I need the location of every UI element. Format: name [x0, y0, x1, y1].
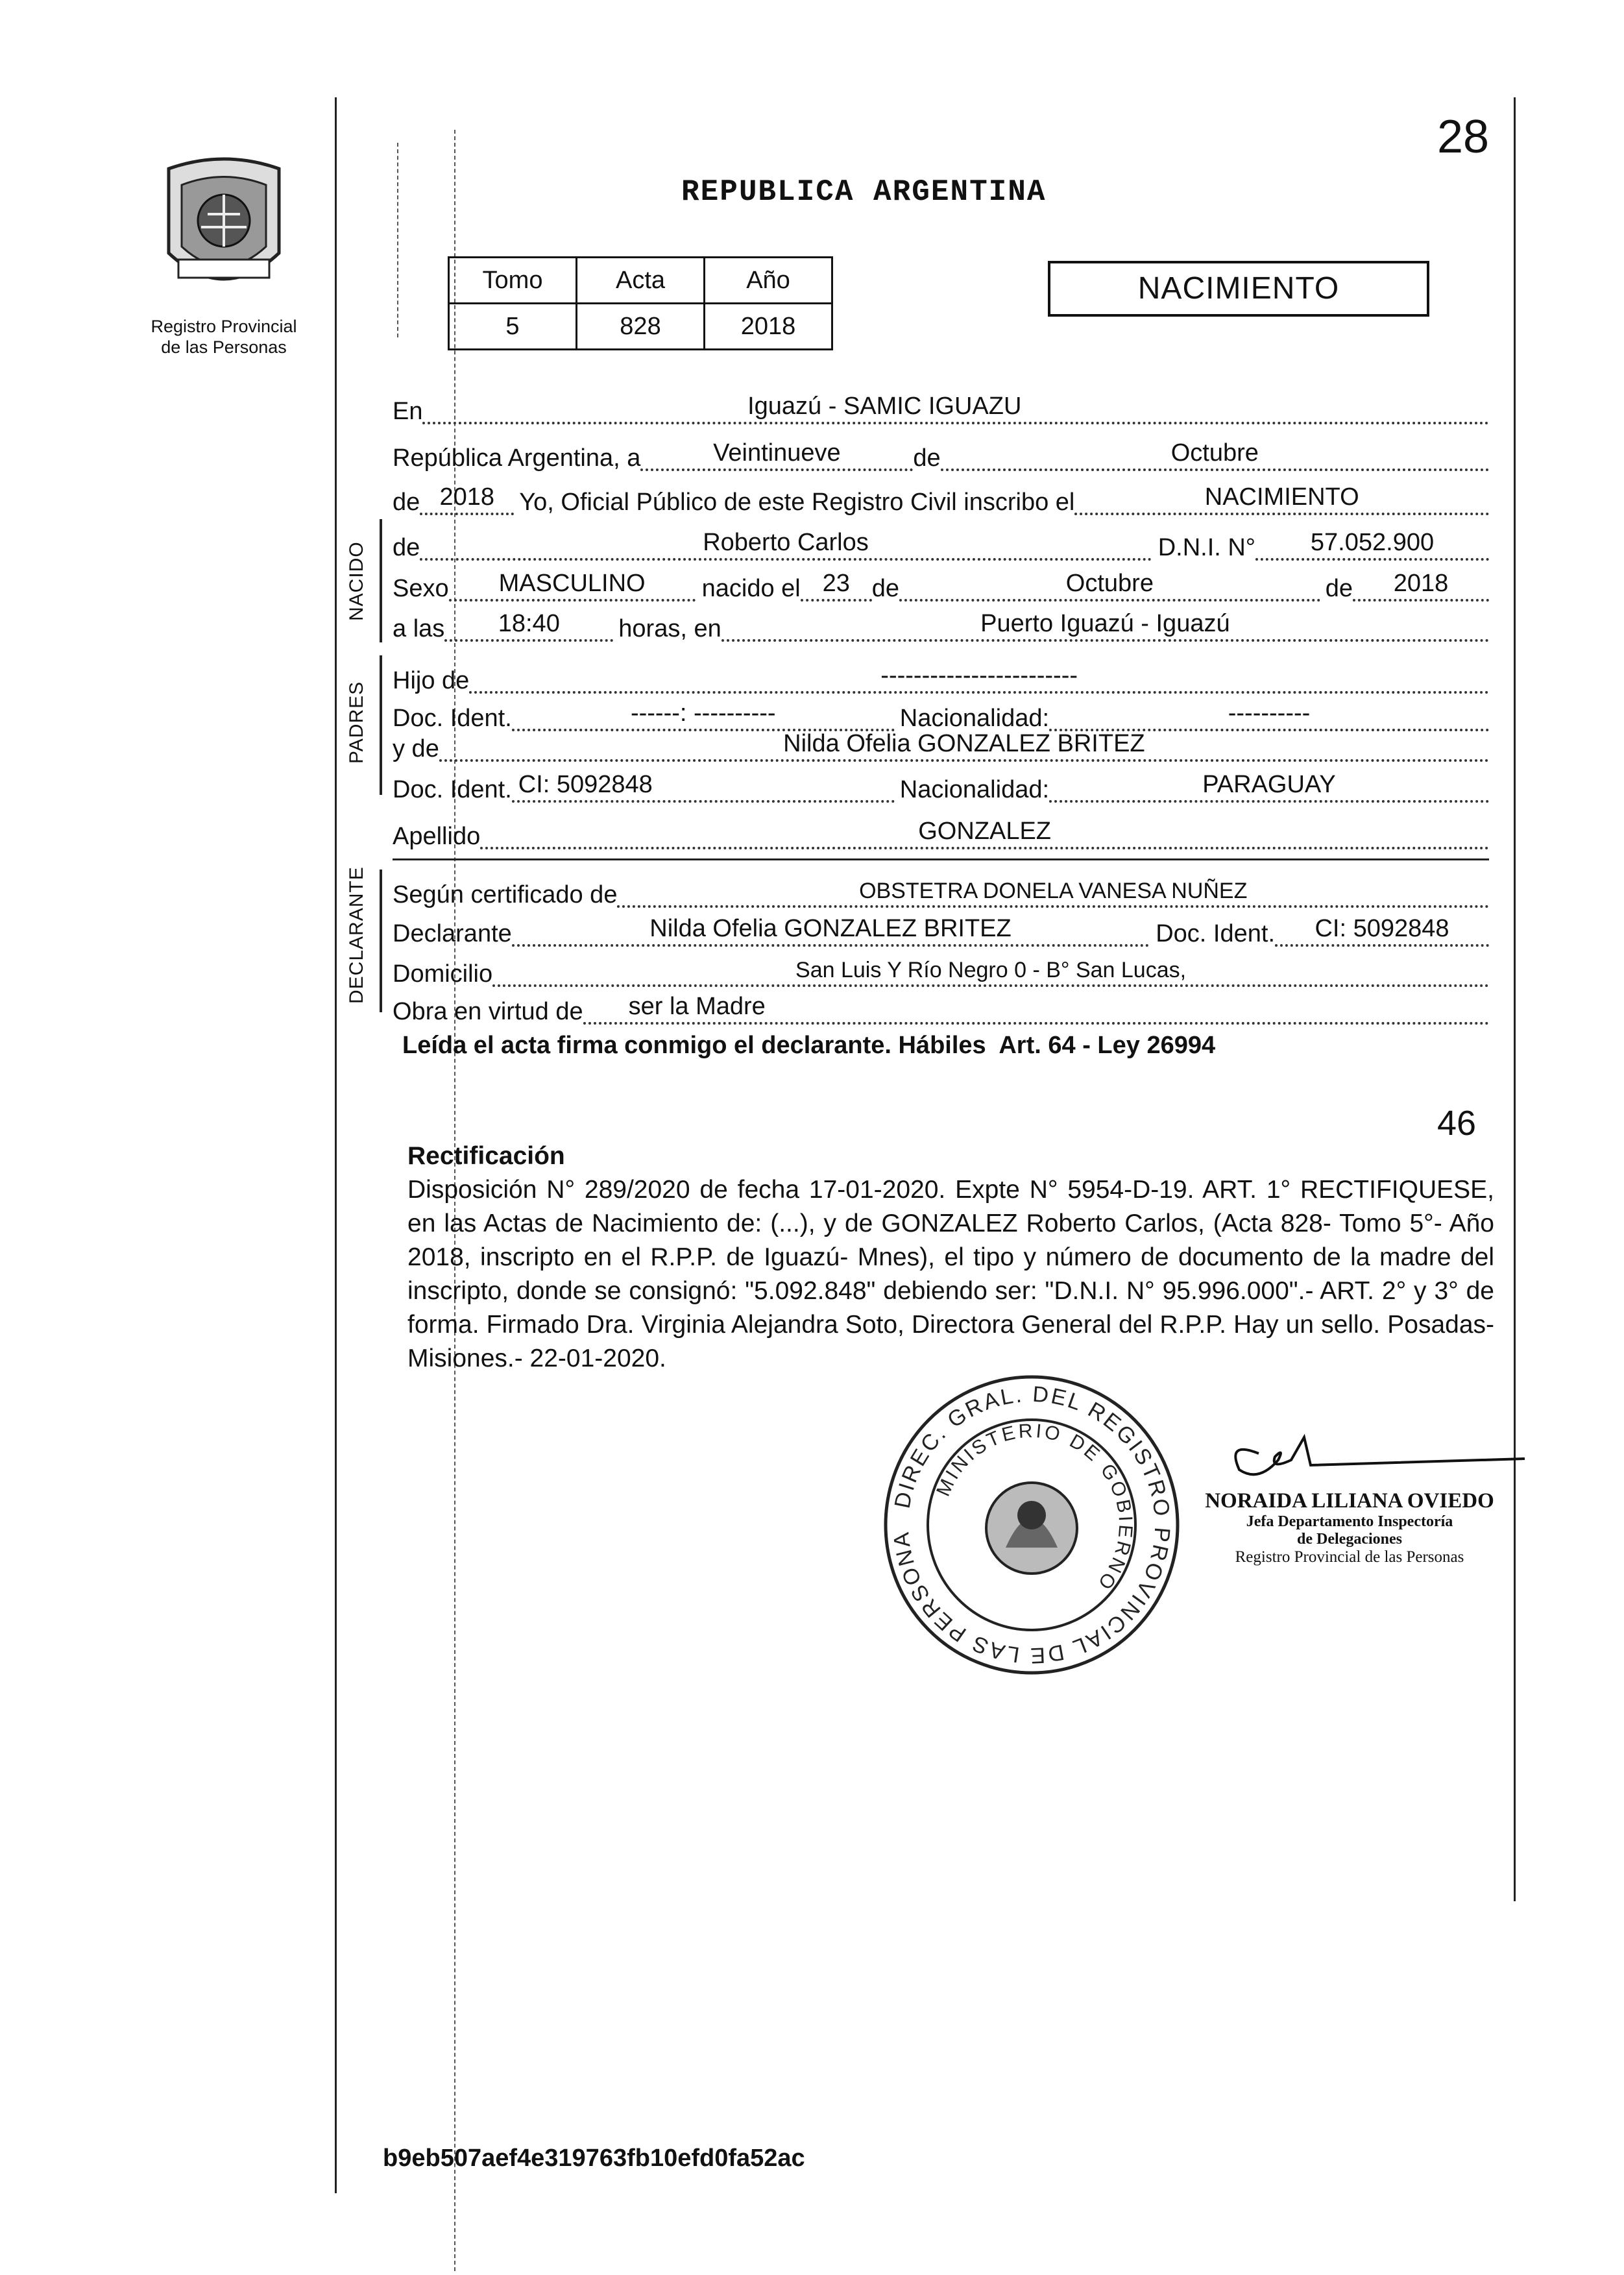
value-certificado: OBSTETRA DONELA VANESA NUÑEZ — [859, 879, 1248, 903]
nacido-bracket — [380, 519, 382, 642]
value-father: ------------------------ — [880, 662, 1078, 689]
label-de2: de — [393, 489, 420, 516]
value-ano: 2018 — [705, 304, 832, 350]
value-doc1: ------: ---------- — [630, 700, 776, 727]
side-label-declarante: DECLARANTE — [346, 866, 367, 1004]
row-time-place — [393, 607, 1489, 647]
header-tomo: Tomo — [449, 258, 577, 304]
label-doc-declarante: Doc. Ident. — [1156, 920, 1275, 947]
label-y-de: y de — [393, 735, 439, 762]
header-ano: Año — [705, 258, 832, 304]
value-day-written: Veintinueve — [713, 439, 841, 467]
value-acta: 828 — [577, 304, 705, 350]
value-obra: ser la Madre — [628, 993, 766, 1020]
label-doc1: Doc. Ident. — [393, 705, 512, 732]
label-sexo: Sexo — [393, 575, 449, 602]
signatory-unit: de Delegaciones — [1297, 1531, 1402, 1548]
right-margin-line — [1514, 97, 1516, 1901]
row-en — [393, 389, 1489, 430]
value-birth-place: Puerto Iguazú - Iguazú — [980, 610, 1230, 637]
label-nac2: Nacionalidad: — [899, 776, 1050, 803]
stamp-inner-text: MINISTERIO DE GOBIERNO — [932, 1420, 1137, 1596]
signatory-office: Registro Provincial de las Personas — [1235, 1548, 1464, 1566]
value-birth-day: 23 — [822, 570, 850, 597]
rectification-body: Disposición N° 289/2020 de fecha 17-01-2020. Expte N° 5954-D-19. ART. 1° RECTIFIQUESE, en las Actas de Nacimiento de: (...), y de GONZALEZ Roberto Carlos, (Acta 828- Tomo 5°- Año 2018, inscripto en el R.P.P. de Iguazú- Mnes), el tipo y número de documento de la madre del inscripto, donde se consignó: "5.092.848" debiendo ser: "D.N.I. N° 95.996.000".- ART. 2° y 3° de forma. Firmado Dra. Virginia Alejandra Soto, Directora General del R.P.P. Hay un sello. Posadas- Misiones.- 22-01-2020. — [407, 1176, 1494, 1372]
registry-table — [448, 256, 833, 350]
label-nac1: Nacionalidad: — [899, 705, 1050, 732]
value-birth-month: Octubre — [1065, 570, 1154, 597]
label-certificado: Según certificado de — [393, 881, 618, 908]
leida-statement: Leída el acta firma conmigo el declarante. Hábiles Art. 64 - Ley 26994 — [402, 1032, 1216, 1059]
label-dni: D.N.I. N° — [1157, 534, 1255, 561]
signature-scribble — [1213, 1434, 1531, 1492]
value-sexo: MASCULINO — [498, 570, 646, 597]
logo-caption-line1: Registro Provincial — [151, 317, 297, 336]
signatory-title: Jefa Departamento Inspectoría — [1246, 1513, 1453, 1530]
label-doc2: Doc. Ident. — [393, 776, 512, 803]
record-type-box: NACIMIENTO — [1048, 261, 1429, 317]
label-yo: Yo, Oficial Público de este Registro Civil inscribo el — [519, 489, 1075, 516]
page-title: REPUBLICA ARGENTINA — [681, 175, 1047, 209]
side-label-nacido: NACIDO — [346, 541, 367, 621]
label-nacido-el: nacido el — [701, 575, 801, 602]
row-republica — [393, 436, 1489, 476]
label-horas-en: horas, en — [618, 615, 721, 642]
value-nac1: ---------- — [1228, 700, 1311, 727]
signatory-name: NORAIDA LILIANA OVIEDO — [1205, 1489, 1494, 1513]
label-de: de — [913, 444, 941, 472]
value-dni: 57.052.900 — [1310, 529, 1435, 556]
footer-hash: b9eb507aef4e319763fb10efd0fa52ac — [383, 2145, 805, 2172]
label-declarante: Declarante — [393, 920, 512, 947]
label-en: En — [393, 398, 423, 425]
label-de-name: de — [393, 534, 420, 561]
stamp-seal-icon — [879, 1372, 1184, 1677]
value-inscribe: NACIMIENTO — [1204, 483, 1359, 511]
label-hijo-de: Hijo de — [393, 667, 470, 694]
value-birth-year: 2018 — [1393, 570, 1449, 597]
label-a-las: a las — [393, 615, 445, 642]
row-doc2 — [393, 768, 1489, 808]
apellido-underline — [393, 858, 1489, 860]
value-declarante: Nilda Ofelia GONZALEZ BRITEZ — [649, 915, 1012, 942]
stamp-outer-text: DIREC. GRAL. DEL REGISTRO PROVINCIAL DE LAS PERSONA — [888, 1381, 1175, 1668]
value-apellido: GONZALEZ — [918, 818, 1052, 845]
logo-caption — [117, 316, 331, 358]
value-nac2: PARAGUAY — [1202, 771, 1336, 798]
province-seal — [156, 156, 292, 305]
value-domicilio: San Luis Y Río Negro 0 - B° San Lucas, — [795, 958, 1187, 982]
declarante-bracket — [380, 870, 382, 1012]
row-apellido — [393, 814, 1489, 855]
label-republica: República Argentina, a — [393, 444, 641, 472]
value-mother: Nilda Ofelia GONZALEZ BRITEZ — [783, 730, 1145, 757]
signatory-block — [1187, 1489, 1512, 1566]
signature-icon — [1213, 1434, 1531, 1492]
label-de-year: de — [1325, 575, 1353, 602]
value-birth-time: 18:40 — [498, 610, 560, 637]
label-de-month: de — [871, 575, 900, 602]
seal-icon — [156, 156, 292, 305]
rectification-title: Rectificación — [407, 1142, 565, 1170]
row-obra — [393, 990, 1489, 1030]
value-tomo: 5 — [449, 304, 577, 350]
label-domicilio: Domicilio — [393, 960, 493, 988]
official-stamp — [879, 1372, 1184, 1677]
page-number: 28 — [1437, 111, 1490, 163]
value-year: 2018 — [439, 483, 495, 511]
logo-caption-line2: de las Personas — [161, 337, 287, 357]
label-apellido: Apellido — [393, 823, 481, 850]
padres-bracket — [380, 655, 382, 795]
value-doc2: CI: 5092848 — [518, 771, 653, 798]
label-obra: Obra en virtud de — [393, 998, 583, 1025]
fold-line-left — [397, 143, 400, 337]
value-place-registered: Iguazú - SAMIC IGUAZU — [747, 393, 1022, 420]
rectification-number: 46 — [1437, 1104, 1477, 1143]
header-acta: Acta — [577, 258, 705, 304]
row-year — [393, 480, 1489, 520]
value-month-written: Octubre — [1170, 439, 1259, 467]
value-child-name: Roberto Carlos — [703, 529, 869, 556]
side-label-padres: PADRES — [346, 681, 367, 764]
value-doc-declarante: CI: 5092848 — [1315, 915, 1449, 942]
